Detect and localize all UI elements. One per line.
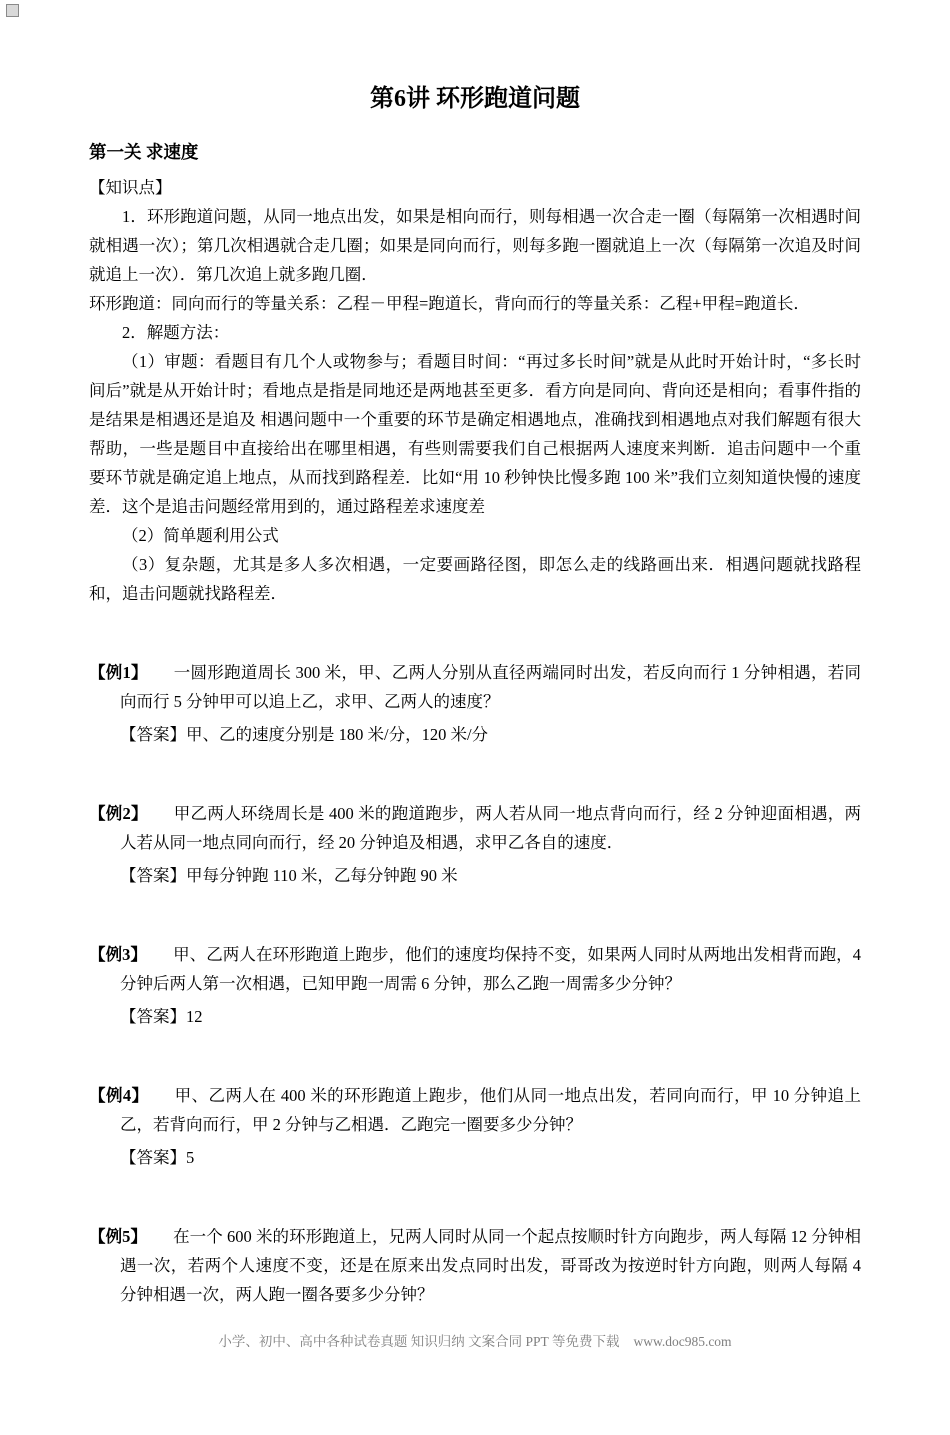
example-question-text: 甲、乙两人在环形跑道上跑步，他们的速度均保持不变，如果两人同时从两地出发相背而跑，4 分钟后两人第一次相遇，已知甲跑一周需 6 分钟，那么乙跑一周需多少分钟？ bbox=[120, 945, 862, 993]
example-question-text: 一圆形跑道周长 300 米，甲、乙两人分别从直径两端同时出发，若反向而行 1 分钟相遇，若同向而行 5 分钟甲可以追上乙，求甲、乙两人的速度？ bbox=[120, 663, 862, 711]
answer-text: 12 bbox=[186, 1007, 203, 1026]
knowledge-paragraph-4: （1）审题：看题目有几个人或物参与；看题目时间：“再过多长时间”就是从此时开始计时，“多长时间后”就是从开始计时；看地点是指是同地还是两地甚至更多．看方向是同向、背向还是相向；看事件指的是结果是相遇还是追及 相遇问题中一个重要的环节是确定相遇地点，准确找到相遇地点对我们解题有很大帮助，一些是题目中直接给出在哪里相遇，有些则需要我们自己根据两人速度来判断．追击问题中一个重要环节就是确定追上地点，从而找到路程差．比如“用 10 秒钟快比慢多跑 100 米”我们立刻知道快慢的速度差．这个是追击问题经常用到的，通过路程差求速度差 bbox=[89, 352, 861, 516]
example-question-text: 甲乙两人环绕周长是 400 米的跑道跑步，两人若从同一地点背向而行，经 2 分钟迎面相遇，两人若从同一地点同向而行，经 20 分钟追及相遇，求甲乙各自的速度． bbox=[120, 804, 862, 852]
image-placeholder-icon bbox=[6, 4, 19, 17]
example-answer bbox=[89, 1143, 861, 1172]
section-heading: 第一关 求速度 bbox=[89, 142, 199, 162]
answer-label: 【答案】 bbox=[120, 866, 186, 885]
knowledge-paragraph-3: 2．解题方法： bbox=[122, 323, 230, 342]
example-label: 【例3】 bbox=[89, 945, 148, 964]
example-4 bbox=[89, 1081, 861, 1172]
knowledge-paragraph-1: 1．环形跑道问题，从同一地点出发，如果是相向而行，则每相遇一次合走一圈（每隔第一次相遇时间就相遇一次）；第几次相遇就合走几圈；如果是同向而行，则每多跑一圈就追上一次（每隔第一次追及时间就追上一次）．第几次追上就多跑几圈． bbox=[89, 207, 861, 284]
footer-url: www.doc985.com bbox=[633, 1334, 732, 1349]
example-question bbox=[89, 799, 861, 857]
example-question bbox=[89, 658, 861, 716]
example-3 bbox=[89, 940, 861, 1031]
example-answer bbox=[89, 861, 861, 890]
example-label: 【例1】 bbox=[89, 663, 148, 682]
example-question bbox=[89, 1081, 861, 1139]
knowledge-paragraph-2: 环形跑道：同向而行的等量关系：乙程－甲程=跑道长，背向而行的等量关系：乙程+甲程=跑道长． bbox=[89, 294, 810, 313]
example-label: 【例2】 bbox=[89, 804, 148, 823]
example-question bbox=[89, 1222, 861, 1309]
example-label: 【例5】 bbox=[89, 1227, 148, 1246]
example-label: 【例4】 bbox=[89, 1086, 149, 1105]
knowledge-points-label: 【知识点】 bbox=[89, 178, 172, 197]
example-2 bbox=[89, 799, 861, 890]
example-question-text: 在一个 600 米的环形跑道上，兄两人同时从同一个起点按顺时针方向跑步，两人每隔 12 分钟相遇一次，若两个人速度不变，还是在原来出发点同时出发，哥哥改为按逆时针方向跑，则两人每隔 4 分钟相遇一次，两人跑一圈各要多少分钟？ bbox=[120, 1227, 862, 1304]
example-1 bbox=[89, 658, 861, 749]
knowledge-paragraph-5: （2）简单题利用公式 bbox=[122, 526, 279, 545]
knowledge-paragraph-6: （3）复杂题，尤其是多人多次相遇，一定要画路径图，即怎么走的线路画出来．相遇问题就找路程和，追击问题就找路程差． bbox=[89, 555, 861, 603]
footer-text: 小学、初中、高中各种试卷真题 知识归纳 文案合同 PPT 等免费下载 bbox=[218, 1334, 620, 1349]
answer-label: 【答案】 bbox=[120, 1007, 186, 1026]
page-footer bbox=[89, 1309, 861, 1351]
example-answer bbox=[89, 1002, 861, 1031]
example-question bbox=[89, 940, 861, 998]
answer-label: 【答案】 bbox=[120, 1148, 186, 1167]
answer-label: 【答案】 bbox=[120, 725, 186, 744]
page-title: 第6讲 环形跑道问题 bbox=[370, 86, 580, 112]
answer-text: 甲、乙的速度分别是 180 米/分，120 米/分 bbox=[186, 725, 489, 744]
example-answer bbox=[89, 720, 861, 749]
example-5 bbox=[89, 1222, 861, 1309]
example-question-text: 甲、乙两人在 400 米的环形跑道上跑步，他们从同一地点出发，若同向而行，甲 10 分钟追上乙，若背向而行，甲 2 分钟与乙相遇．乙跑完一圈要多少分钟？ bbox=[120, 1086, 862, 1134]
answer-text: 甲每分钟跑 110 米，乙每分钟跑 90 米 bbox=[186, 866, 458, 885]
answer-text: 5 bbox=[186, 1148, 195, 1167]
